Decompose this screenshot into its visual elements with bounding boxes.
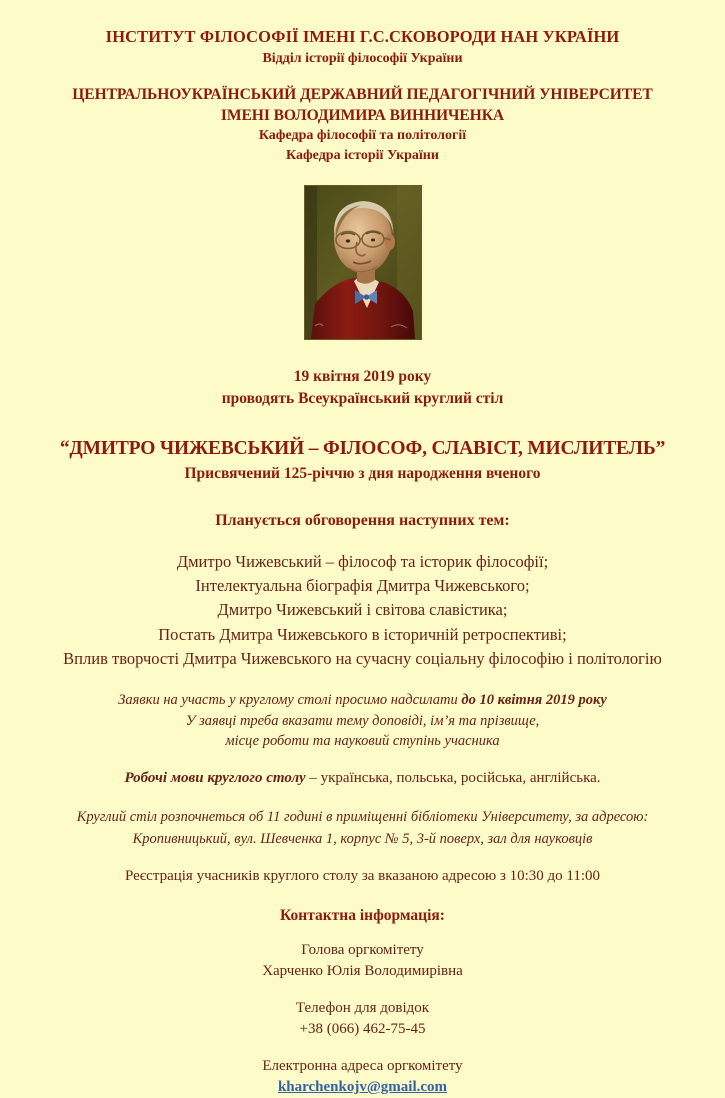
application-deadline-prefix: Заявки на участь у круглому столі просимо надсилати <box>118 692 462 709</box>
list-item: Постать Дмитра Чижевського в історичній ретроспективі; <box>158 624 567 644</box>
event-date: 19 квітня 2019 року <box>293 367 432 385</box>
venue-line-1: Круглий стіл розпочнеться об 11 годині в приміщенні бібліотеки Університету, за адресою: <box>76 808 649 825</box>
contact-email-label: Електронна адреса оргкомітету <box>262 1058 463 1075</box>
application-info <box>0 690 725 752</box>
organization-header <box>0 0 725 166</box>
contact-email-link[interactable]: kharchenkojv@gmail.com <box>277 1079 448 1096</box>
contact-phone <box>0 998 725 1040</box>
header-spacer <box>0 69 725 85</box>
institute-department: Відділ історії філософії України <box>262 50 463 66</box>
topics-heading: Планується обговорення наступних тем: <box>215 511 510 529</box>
working-languages-label: Робочі мови круглого столу <box>124 769 306 786</box>
contact-chair <box>0 940 725 982</box>
contact-chair-name: Харченко Юлія Володимирівна <box>262 963 463 980</box>
venue-info <box>0 807 725 851</box>
event-title: “ДМИТРО ЧИЖЕВСЬКИЙ – ФІЛОСОФ, СЛАВІСТ, МИСЛИТЕЛЬ” <box>59 437 666 459</box>
list-item: Дмитро Чижевський – філософ та історик філософії; <box>176 551 549 571</box>
contact-heading: Контактна інформація: <box>280 907 445 925</box>
application-requirements-line-1: У заявці треба вказати тему доповіді, ім’я та прізвище, <box>185 712 540 729</box>
list-item: Дмитро Чижевський і світова славістика; <box>217 600 508 620</box>
event-subtitle: Присвячений 125-річчю з дня народження вченого <box>184 465 541 483</box>
portrait-container <box>0 185 725 340</box>
portrait-frame <box>304 185 422 340</box>
contact-email <box>0 1056 725 1098</box>
contact-phone-label: Телефон для довідок <box>295 1000 430 1017</box>
university-name-line-1: ЦЕНТРАЛЬНОУКРАЇНСЬКИЙ ДЕРЖАВНИЙ ПЕДАГОГІЧНИЙ УНІВЕРСИТЕТ <box>72 85 653 103</box>
venue-line-2: Кропивницький, вул. Шевченка 1, корпус № 5, 3-й поверх, зал для науковців <box>132 830 593 847</box>
application-requirements-line-2: місце роботи та науковий ступінь учасника <box>225 733 500 750</box>
portrait-painting-icon <box>305 186 421 339</box>
event-action: проводять Всеукраїнський круглий стіл <box>221 390 504 408</box>
university-name-line-2: ІМЕНІ ВОЛОДИМИРА ВИННИЧЕНКА <box>220 106 505 124</box>
event-date-block <box>0 366 725 411</box>
list-item: Вплив творчості Дмитра Чижевського на сучасну соціальну філософію і політологію <box>63 648 662 668</box>
topics-list <box>0 550 725 671</box>
list-item: Інтелектуальна біографія Дмитра Чижевського; <box>195 576 530 596</box>
contact-phone-value: +38 (066) 462-75-45 <box>299 1021 426 1038</box>
university-department-philosophy: Кафедра філософії та політології <box>258 128 467 144</box>
registration-info: Реєстрація учасників круглого столу за вказаною адресою з 10:30 до 11:00 <box>124 868 601 885</box>
institute-name: ІНСТИТУТ ФІЛОСОФІЇ ІМЕНІ Г.С.СКОВОРОДИ НАН УКРАЇНИ <box>105 27 620 46</box>
working-languages <box>0 768 725 789</box>
university-department-history: Кафедра історії України <box>286 147 439 163</box>
working-languages-value: – українська, польська, російська, англійська. <box>305 769 601 786</box>
application-deadline-date: до 10 квітня 2019 року <box>461 692 607 709</box>
application-deadline-line <box>0 690 725 711</box>
contact-block <box>0 940 725 1098</box>
contact-chair-role: Голова оргкомітету <box>301 942 424 959</box>
